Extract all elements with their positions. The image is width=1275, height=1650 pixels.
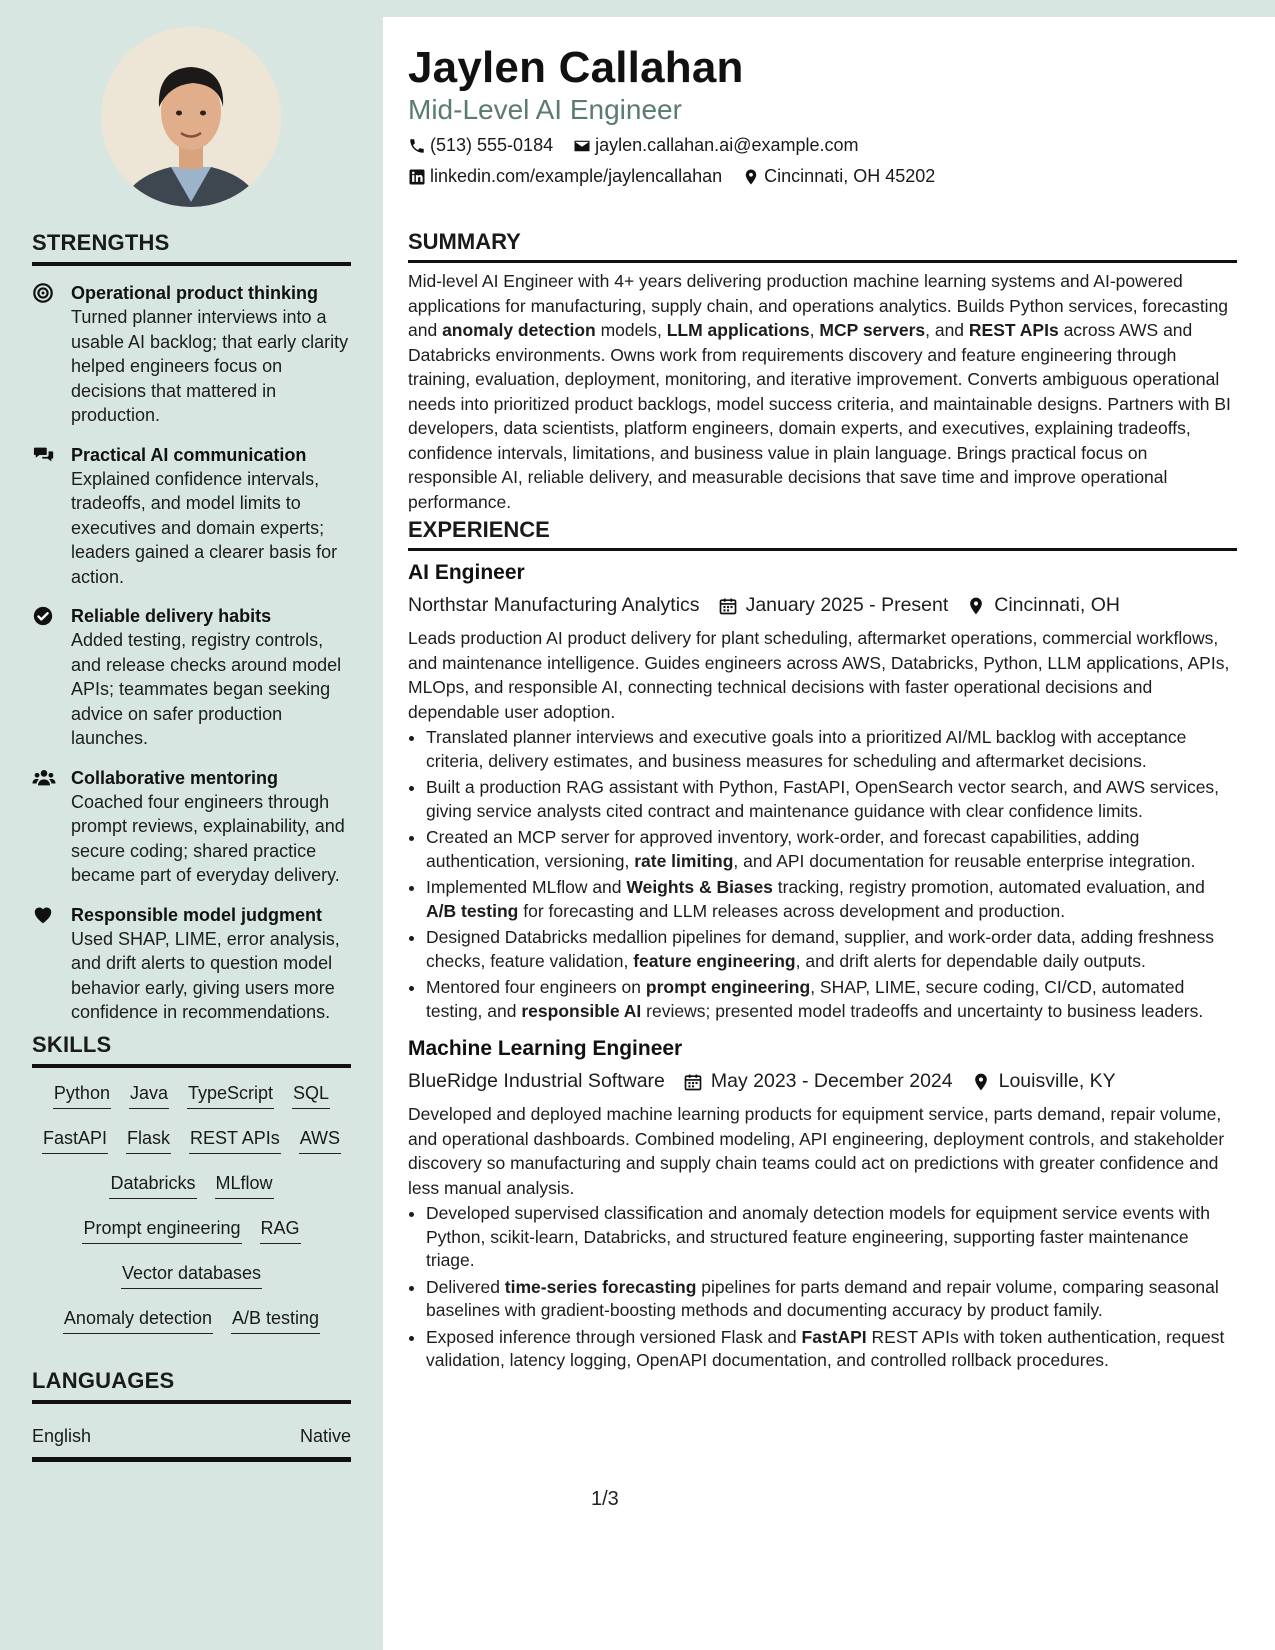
skills-list [32, 1080, 351, 1350]
job-bullet: • Exposed inference through versioned Flask and FastAPI REST APIs with token authentication, request validation, latency logging, OpenAPI documentation, and controlled rollback procedures. [426, 1326, 1237, 1373]
calendar-icon [718, 596, 738, 616]
skill-tag: MLflow [215, 1170, 274, 1199]
skill-tag: Python [53, 1080, 111, 1109]
experience-section [408, 517, 1237, 1376]
skills-section [32, 1032, 351, 1350]
location-contact [742, 166, 935, 187]
linkedin-text[interactable]: linkedin.com/example/jaylencallahan [430, 166, 723, 186]
strength-desc: Coached four engineers through prompt reviews, explainability, and secure coding; shared practice became part of everyday delivery. [71, 791, 345, 885]
users-icon [32, 767, 54, 789]
strength-item [32, 604, 351, 751]
skill-row [32, 1080, 351, 1125]
skill-tag: RAG [260, 1215, 301, 1244]
language-row [32, 1426, 351, 1462]
job-summary: Developed and deployed machine learning products for equipment service, parts demand, repair volume, and operational dashboards. Combined modeling, API engineering, deployment controls, and stakeholder discovery so manufacturing and supply chain teams could act on predictions with greater confidence and less manual analysis. [408, 1104, 1225, 1198]
strength-title: Operational product thinking [71, 283, 318, 303]
map-pin-icon [971, 1072, 991, 1092]
contact-row-1 [408, 135, 859, 156]
summary-title: SUMMARY [408, 229, 1237, 263]
job-meta [408, 594, 1237, 617]
experience-title: EXPERIENCE [408, 517, 1237, 551]
job-bullets [408, 1202, 1237, 1373]
skill-tag: FastAPI [42, 1125, 108, 1154]
job-company: Northstar Manufacturing Analytics [408, 594, 700, 616]
linkedin-contact[interactable] [408, 166, 722, 187]
skills-title: SKILLS [32, 1032, 351, 1068]
strengths-title: STRENGTHS [32, 230, 351, 266]
phone-icon [408, 137, 426, 155]
strength-desc: Used SHAP, LIME, error analysis, and drift alerts to question model behavior early, giving users more confidence in recommendations. [71, 928, 340, 1022]
job-title: AI Engineer [408, 561, 525, 584]
page-number: 1/3 [591, 1488, 619, 1510]
strength-item [32, 281, 351, 428]
job-bullet: • Developed supervised classification and anomaly detection models for equipment service events with Python, scikit-learn, Databricks, and structured feature engineering, supporting faster maintenance triage. [426, 1202, 1237, 1273]
calendar-icon [683, 1072, 703, 1092]
job-entry [408, 1037, 1237, 1373]
email-text[interactable]: jaylen.callahan.ai@example.com [595, 135, 859, 155]
skill-tag: Vector databases [121, 1260, 262, 1289]
portrait-icon [101, 27, 281, 207]
language-level: Native [299, 1426, 351, 1446]
skill-tag: Java [129, 1080, 169, 1109]
linkedin-icon [408, 168, 426, 186]
skill-tag: Prompt engineering [82, 1215, 241, 1244]
job-location: Louisville, KY [971, 1070, 1116, 1093]
heart-icon [32, 904, 54, 926]
skill-row [32, 1125, 351, 1170]
job-bullet: • Built a production RAG assistant with Python, FastAPI, OpenSearch vector search, and AWS services, giving service analysts cited contract and maintenance guidance with clear confidence limits. [426, 776, 1237, 823]
skill-tag: Flask [126, 1125, 171, 1154]
job-title: Machine Learning Engineer [408, 1037, 683, 1060]
chat-bubbles-icon [32, 444, 54, 466]
skill-row [32, 1170, 351, 1215]
phone-text: (513) 555-0184 [430, 135, 554, 155]
strength-title: Responsible model judgment [71, 904, 323, 925]
email-contact[interactable] [573, 135, 858, 156]
strengths-section [32, 230, 351, 1025]
job-summary: Leads production AI product delivery for plant scheduling, aftermarket operations, commercial workflows, and maintenance intelligence. Guides engineers across AWS, Databricks, Python, LLM applications, APIs, MLOps, and responsible AI, connecting technical decisions with faster operational decisions and dependable user adoption. [408, 628, 1230, 722]
candidate-role: Mid-Level AI Engineer [408, 94, 682, 125]
skill-row [32, 1260, 351, 1305]
job-bullets [408, 726, 1237, 1023]
strength-title: Collaborative mentoring [71, 767, 279, 788]
phone-contact [408, 135, 553, 156]
skill-tag: TypeScript [187, 1080, 274, 1109]
skill-tag: Databricks [109, 1170, 196, 1199]
strength-item [32, 903, 351, 1025]
strength-desc: Added testing, registry controls, and release checks around model APIs; teammates began seeking advice on safer production launches. [71, 630, 342, 748]
language-name: English [32, 1426, 92, 1446]
job-dates: May 2023 - December 2024 [683, 1070, 953, 1093]
sidebar [0, 0, 383, 1650]
skill-tag: SQL [292, 1080, 330, 1109]
candidate-name: Jaylen Callahan [408, 43, 744, 92]
job-bullet: • Designed Databricks medallion pipelines for demand, supplier, and work-order data, adding freshness checks, feature validation, feature engineering, and drift alerts for dependable daily outputs. [426, 926, 1237, 973]
envelope-icon [573, 137, 591, 155]
skill-tag: A/B testing [231, 1305, 320, 1334]
main-content [383, 17, 1275, 1650]
job-company: BlueRidge Industrial Software [408, 1070, 665, 1092]
jobs-list [408, 561, 1237, 1373]
summary-text: Mid-level AI Engineer with 4+ years delivering production machine learning systems and AI-powered applications for manufacturing, supply chain, and operations analytics. Builds Python services, forecasting and anomaly detection models, LLM applications, MCP servers, and REST APIs across AWS and Databricks environments. Owns work from requirements discovery and feature engineering through training, evaluation, deployment, monitoring, and iterative improvement. Converts ambiguous operational needs into prioritized product backlogs, model success criteria, and maintainable designs. Partners with BI developers, data scientists, platform engineers, domain experts, and executives, explaining tradeoffs, confidence intervals, limitations, and business value in plain language. Brings practical focus on responsible AI, reliable delivery, and measurable decisions that save time and improve operational performance. [408, 271, 1231, 512]
job-meta [408, 1070, 1237, 1093]
strength-title: Reliable delivery habits [71, 606, 272, 626]
job-dates: January 2025 - Present [718, 594, 949, 617]
strengths-list [32, 281, 351, 1025]
job-entry [408, 561, 1237, 1023]
map-pin-icon [742, 168, 760, 186]
summary-section [408, 229, 1237, 514]
map-pin-icon [966, 596, 986, 616]
strength-desc: Turned planner interviews into a usable AI backlog; that early clarity helped engineers focus on decisions that mattered in production. [71, 307, 349, 425]
job-bullet: • Created an MCP server for approved inventory, work-order, and forecast capabilities, adding authentication, versioning, rate limiting, and API documentation for reusable enterprise integration. [426, 826, 1237, 873]
job-bullet: • Mentored four engineers on prompt engineering, SHAP, LIME, secure coding, CI/CD, automated testing, and responsible AI reviews; presented model tradeoffs and uncertainty to business leaders. [426, 976, 1237, 1023]
strength-desc: Explained confidence intervals, tradeoffs, and model limits to executives and domain experts; leaders gained a clearer basis for action. [71, 468, 338, 587]
strength-title: Practical AI communication [71, 444, 307, 465]
skill-tag: AWS [299, 1125, 341, 1154]
contact-row-2 [408, 166, 935, 187]
skill-row [32, 1305, 351, 1350]
profile-photo [101, 27, 281, 207]
job-bullet: • Translated planner interviews and executive goals into a prioritized AI/ML backlog with acceptance criteria, delivery estimates, and business measures for scheduling and aftermarket decisions. [426, 726, 1237, 773]
job-bullet: • Delivered time-series forecasting pipelines for parts demand and repair volume, comparing seasonal baselines with gradient-boosting methods and documenting accuracy by product family. [426, 1276, 1237, 1323]
languages-section [32, 1368, 351, 1462]
job-location: Cincinnati, OH [966, 594, 1120, 617]
skill-tag: REST APIs [189, 1125, 281, 1154]
skill-tag: Anomaly detection [63, 1305, 213, 1334]
languages-title: LANGUAGES [32, 1368, 351, 1404]
location-text: Cincinnati, OH 45202 [764, 166, 936, 186]
target-icon [32, 282, 54, 304]
job-bullet: • Implemented MLflow and Weights & Biases tracking, registry promotion, automated evaluation, and A/B testing for forecasting and LLM releases across development and production. [426, 876, 1237, 923]
skill-row [32, 1215, 351, 1260]
strength-item [32, 766, 351, 888]
strength-item [32, 443, 351, 590]
check-circle-icon [32, 605, 54, 627]
